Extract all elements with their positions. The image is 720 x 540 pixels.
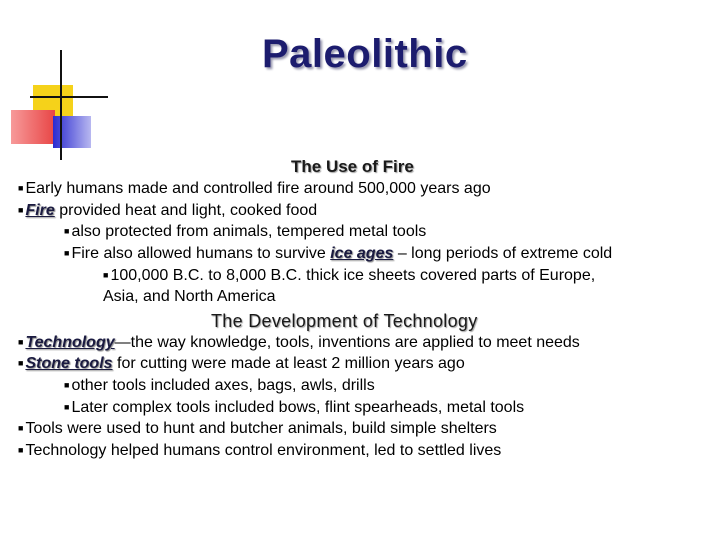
bullet: ■ — [18, 205, 24, 215]
fire-line-1: ■ Early humans made and controlled fire around 500,000 years ago — [18, 180, 491, 197]
bullet: ■ — [18, 423, 24, 433]
tech-line-2: ■ Stone tools for cutting were made at least 2 million years ago — [18, 355, 465, 372]
tech-line-5: ■ Tools were used to hunt and butcher animals, build simple shelters — [18, 420, 497, 437]
tech-line-6: ■ Technology helped humans control environment, led to settled lives — [18, 442, 502, 459]
bullet: ■ — [18, 183, 24, 193]
bullet: ■ — [64, 402, 70, 412]
page-title: Paleolithic — [262, 32, 468, 76]
bullet: ■ — [18, 337, 24, 347]
fire-line-4: ■ Fire also allowed humans to survive ice ages – long periods of extreme cold — [64, 245, 613, 262]
section-heading-fire: The Use of Fire — [291, 157, 414, 176]
deco-red-square — [11, 110, 55, 144]
bullet: ■ — [103, 270, 109, 280]
term-ice-ages-link[interactable]: ice ages — [330, 245, 394, 262]
term-fire-link[interactable]: Fire — [25, 202, 55, 219]
deco-blue-square — [53, 116, 91, 148]
deco-vertical-line — [60, 50, 62, 160]
tech-line-4: ■ Later complex tools included bows, flint spearheads, metal tools — [64, 399, 525, 416]
term-technology-link[interactable]: Technology — [25, 334, 115, 351]
bullet: ■ — [64, 248, 70, 258]
section-heading-technology: The Development of Technology — [211, 311, 478, 331]
fire-line-3: ■ also protected from animals, tempered metal tools — [64, 223, 427, 240]
bullet: ■ — [64, 226, 70, 236]
deco-horizontal-line — [30, 96, 108, 98]
decoration-graphic — [8, 50, 108, 160]
fire-line-2: ■ Fire provided heat and light, cooked food — [18, 202, 318, 219]
tech-line-1: ■ Technology—the way knowledge, tools, inventions are applied to meet needs — [18, 334, 580, 351]
tech-line-3: ■ other tools included axes, bags, awls, drills — [64, 377, 375, 394]
bullet: ■ — [18, 445, 24, 455]
fire-line-5-cont: Asia, and North America — [103, 288, 276, 305]
fire-line-5: ■ 100,000 B.C. to 8,000 B.C. thick ice sheets covered parts of Europe, — [103, 267, 596, 284]
term-stone-tools-link[interactable]: Stone tools — [25, 355, 113, 372]
bullet: ■ — [64, 380, 70, 390]
bullet: ■ — [18, 358, 24, 368]
